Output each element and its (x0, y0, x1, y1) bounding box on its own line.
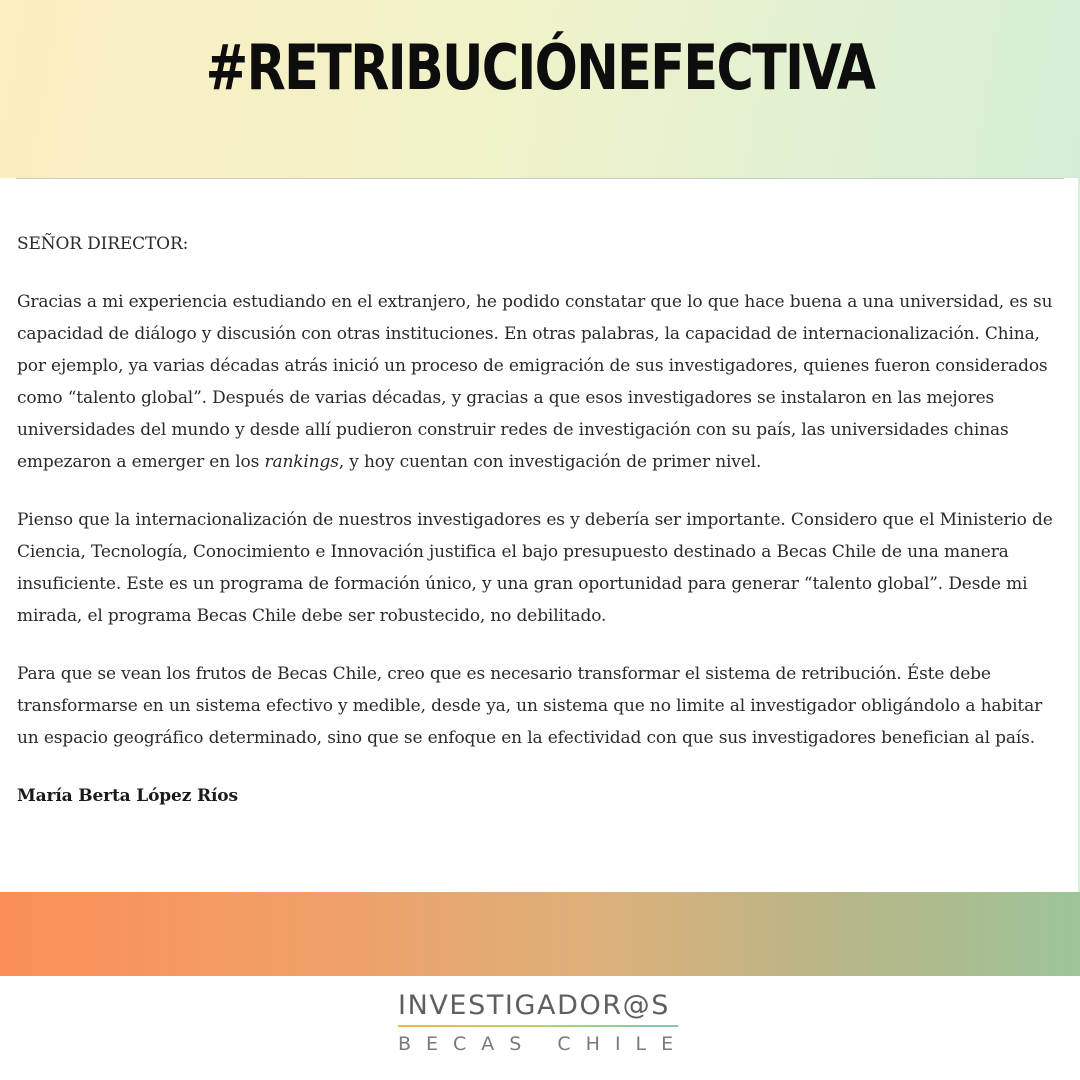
logo-main-text: INVESTIGADOR@S (398, 990, 671, 1021)
header-banner (0, 0, 1080, 178)
logo-subtitle: BECAS CHILE (398, 1033, 689, 1055)
letter-paragraph-2: Pienso que la internacionalización de nuestros investigadores es y debería ser importante. Considero que el Ministerio de Ciencia, Tecnología, Conocimiento e Innovación justifica el bajo presupuesto destinado a Becas Chile de una manera insuficiente. Este es un programa de formación único, y una gran oportunidad para generar “talento global”. Desde mi mirada, el programa Becas Chile debe ser robustecido, no debilitado. (17, 510, 1053, 626)
hashtag-title: #RETRIBUCIÓNEFECTIVA (205, 31, 875, 104)
letter-paragraph-3: Para que se vean los frutos de Becas Chile, creo que es necesario transformar el sistema de retribución. Éste debe transformarse en un sistema efectivo y medible, desde ya, un sistema que no limite al investigador obligándolo a habitar un espacio geográfico determinado, sino que se enfoque en la efectividad con que sus investigadores benefician al país. (17, 664, 1043, 748)
letter-article (0, 178, 1078, 892)
letter-salutation: SEÑOR DIRECTOR: (17, 234, 189, 254)
letter-body (17, 228, 1067, 812)
paragraph-1-emphasis: rankings (264, 452, 339, 472)
paragraph-1-text-a: Gracias a mi experiencia estudiando en el extranjero, he podido constatar que lo que hace buena a una universidad, es su capacidad de diálogo y discusión con otras instituciones. En otras palabras, la capacidad de internacionalización. China, por ejemplo, ya varias décadas atrás inició un proceso de emigración de sus investigadores, quienes fueron considerados como “talento global”. Después de varias décadas, y gracias a que esos investigadores se instalaron en las mejores universidades del mundo y desde allí pudieron construir redes de investigación con su país, las universidades chinas empezaron a emerger en los (17, 292, 1053, 472)
article-divider (16, 178, 1064, 179)
logo-gradient-line (398, 1025, 678, 1027)
letter-paragraph-1 (17, 286, 1067, 478)
letter-signature: María Berta López Ríos (17, 786, 238, 806)
paragraph-1-text-b: , y hoy cuentan con investigación de primer nivel. (338, 452, 762, 472)
footer-gradient-band (0, 892, 1080, 976)
investigadores-logo (398, 990, 689, 1059)
